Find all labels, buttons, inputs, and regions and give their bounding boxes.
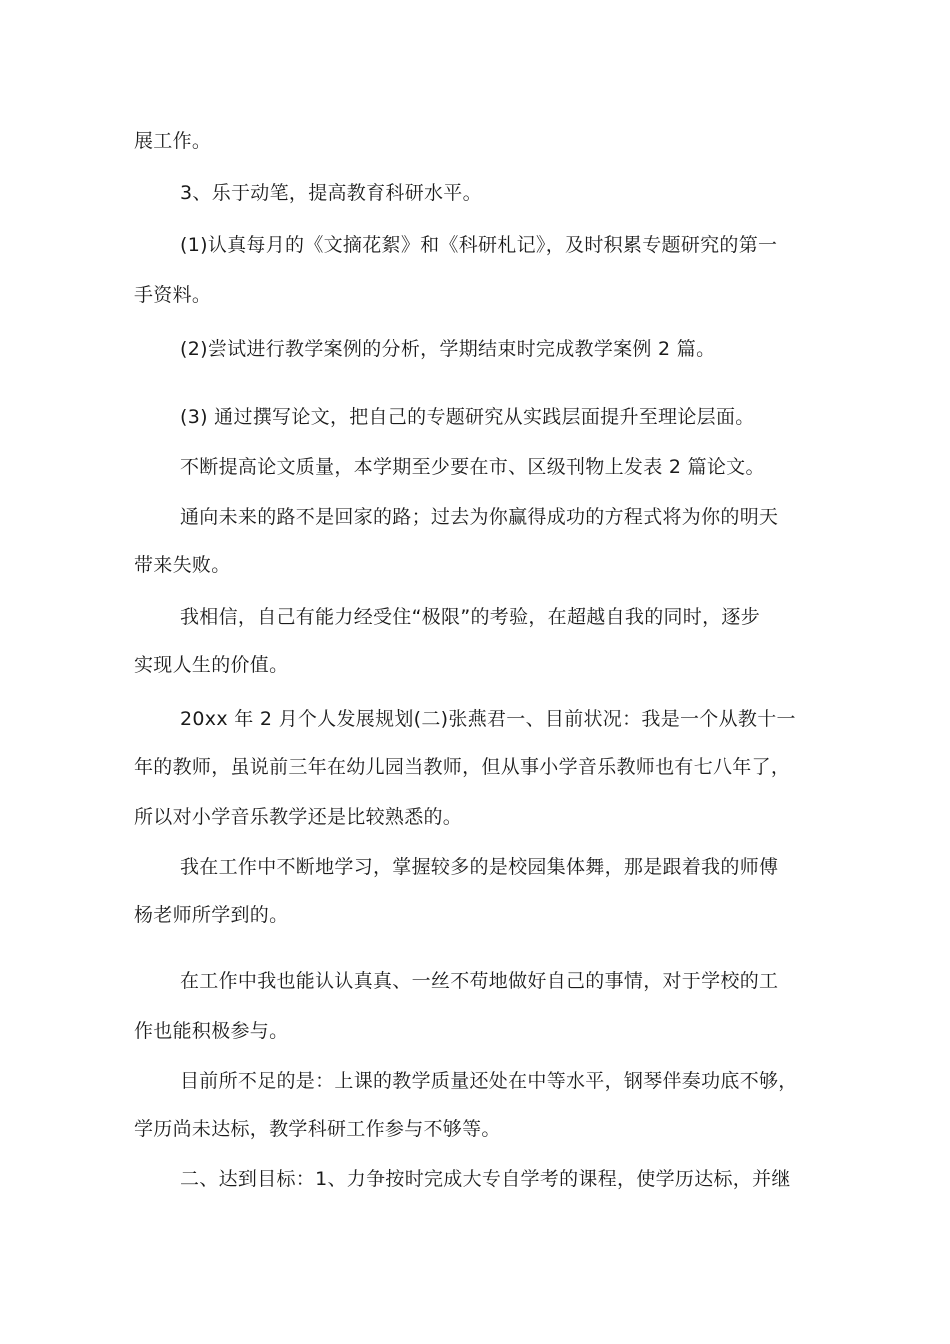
paragraph-line: (3) 通过撰写论文，把自己的专题研究从实践层面提升至理论层面。 (180, 406, 755, 428)
paragraph-line: 目前所不足的是：上课的教学质量还处在中等水平，钢琴伴奏功底不够， (180, 1070, 798, 1092)
paragraph-line: 20xx 年 2 月个人发展规划(二)张燕君一、目前状况：我是一个从教十一 (180, 708, 796, 730)
paragraph-line: 我在工作中不断地学习，掌握较多的是校园集体舞，那是跟着我的师傅 (180, 856, 779, 878)
paragraph-line: 杨老师所学到的。 (134, 904, 289, 926)
paragraph-line: 所以对小学音乐教学还是比较熟悉的。 (134, 806, 463, 828)
paragraph-line: 作也能积极参与。 (134, 1020, 289, 1042)
paragraph-line: (1)认真每月的《文摘花絮》和《科研札记》，及时积累专题研究的第一 (180, 234, 778, 256)
paragraph-line: 我相信，自己有能力经受住“极限”的考验，在超越自我的同时，逐步 (180, 606, 760, 628)
paragraph-line: (2)尝试进行教学案例的分析，学期结束时完成教学案例 2 篇。 (180, 338, 716, 360)
paragraph-line: 通向未来的路不是回家的路；过去为你赢得成功的方程式将为你的明天 (180, 506, 779, 528)
paragraph-line: 实现人生的价值。 (134, 654, 289, 676)
paragraph-line: 不断提高论文质量，本学期至少要在市、区级刊物上发表 2 篇论文。 (180, 456, 765, 478)
paragraph-line: 年的教师，虽说前三年在幼儿园当教师，但从事小学音乐教师也有七八年了， (134, 756, 791, 778)
paragraph-line: 手资料。 (134, 284, 212, 306)
paragraph-line: 学历尚未达标，教学科研工作参与不够等。 (134, 1118, 501, 1140)
paragraph-line: 带来失败。 (134, 554, 231, 576)
paragraph-line: 展工作。 (134, 130, 212, 152)
paragraph-line: 二、达到目标：1、力争按时完成大专自学考的课程，使学历达标，并继 (180, 1168, 791, 1190)
paragraph-line: 3、乐于动笔，提高教育科研水平。 (180, 182, 482, 204)
paragraph-line: 在工作中我也能认认真真、一丝不苟地做好自己的事情，对于学校的工 (180, 970, 779, 992)
